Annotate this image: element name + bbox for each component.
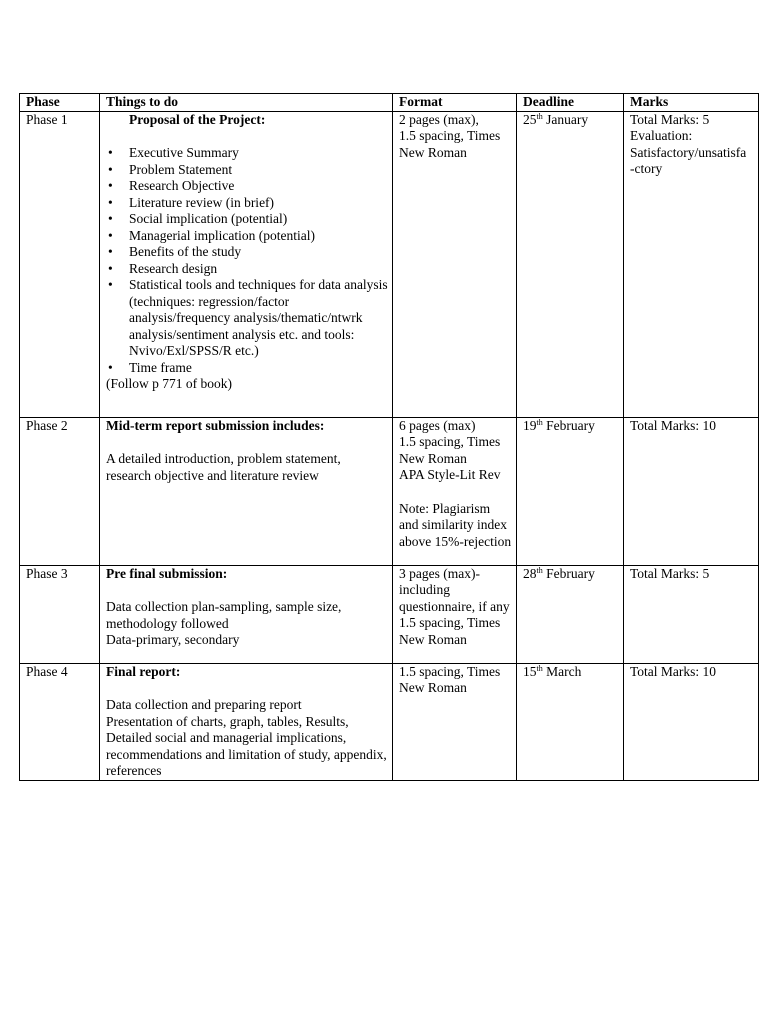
format-line: 6 pages (max) <box>399 417 476 433</box>
format-cell <box>393 565 517 663</box>
body-text: Data collection plan-sampling, sample size, methodology followed <box>106 599 342 631</box>
marks-cell <box>624 417 759 565</box>
phase-cell: Phase 3 <box>20 565 100 663</box>
bullet-list <box>106 145 388 376</box>
footer-note: (Follow p 771 of book) <box>106 376 232 391</box>
format-cell <box>393 111 517 417</box>
format-note: Note: Plagiarism and similarity index above 15%-rejection <box>399 500 512 549</box>
deadline-month: January <box>546 111 589 127</box>
list-item: • Statistical tools and techniques for data analysis (techniques: regression/factor analysis/frequency analysis/thematic/ntwrk analysis/sentiment analysis etc. and tools: Nvivo/Exl/SPSS/R etc.) <box>106 277 388 360</box>
table-row <box>20 111 759 417</box>
header-row <box>20 94 759 112</box>
body-text: Data-primary, secondary <box>106 632 240 647</box>
deadline-suffix: th <box>536 417 543 427</box>
marks-line: Evaluation: Satisfactory/unsatisfa -ctory <box>630 128 747 176</box>
list-item: • Literature review (in brief) <box>106 195 388 212</box>
list-item: • Research Objective <box>106 178 388 195</box>
deadline-day: 25 <box>523 111 537 127</box>
list-item: • Executive Summary <box>106 145 388 162</box>
marks-cell <box>624 663 759 780</box>
list-item: • Social implication (potential) <box>106 211 388 228</box>
deadline-cell <box>517 111 624 417</box>
format-line: 1.5 spacing, Times New Roman <box>399 615 501 647</box>
things-to-do-cell <box>100 111 393 417</box>
format-line: APA Style-Lit Rev <box>399 467 501 482</box>
section-title: Pre final submission: <box>106 565 228 581</box>
marks-cell <box>624 111 759 417</box>
format-cell <box>393 417 517 565</box>
deadline-month: February <box>546 417 595 433</box>
list-item: • Time frame <box>106 360 388 377</box>
format-line: 3 pages (max)-including questionnaire, if any <box>399 565 510 614</box>
format-line: 1.5 spacing, Times New Roman <box>399 434 501 466</box>
marks-line: Total Marks: 5 <box>630 565 710 581</box>
format-line: 1.5 spacing, Times New Roman <box>399 128 501 160</box>
things-to-do-cell <box>100 417 393 565</box>
list-item: • Problem Statement <box>106 162 388 179</box>
things-to-do-cell <box>100 663 393 780</box>
deadline-month: February <box>546 565 595 581</box>
table-row <box>20 565 759 663</box>
format-line: 2 pages (max), <box>399 111 479 127</box>
deadline-cell <box>517 565 624 663</box>
deadline-cell <box>517 663 624 780</box>
deadline-suffix: th <box>536 663 543 673</box>
project-schedule-table <box>19 93 759 781</box>
deadline-cell <box>517 417 624 565</box>
list-item: • Research design <box>106 261 388 278</box>
deadline-suffix: th <box>536 565 543 575</box>
marks-line: Total Marks: 10 <box>630 417 717 433</box>
deadline-day: 15 <box>523 663 537 679</box>
format-cell <box>393 663 517 780</box>
phase-cell: Phase 2 <box>20 417 100 565</box>
header-format: Format <box>393 94 517 112</box>
deadline-day: 28 <box>523 565 537 581</box>
phase-cell: Phase 4 <box>20 663 100 780</box>
table-row <box>20 417 759 565</box>
header-deadline: Deadline <box>517 94 624 112</box>
header-marks: Marks <box>624 94 759 112</box>
body-text: A detailed introduction, problem statement, research objective and literature review <box>106 451 341 483</box>
list-item: • Benefits of the study <box>106 244 388 261</box>
section-title: Mid-term report submission includes: <box>106 417 325 433</box>
marks-line: Total Marks: 5 <box>630 111 710 127</box>
body-text: Presentation of charts, graph, tables, Results, Detailed social and managerial implications, recommendations and limitation of study, appendix, references <box>106 713 387 778</box>
list-item: • Managerial implication (potential) <box>106 228 388 245</box>
marks-line: Total Marks: 10 <box>630 663 717 679</box>
table-row <box>20 663 759 780</box>
section-title: Final report: <box>106 663 181 679</box>
deadline-month: March <box>546 663 582 679</box>
things-to-do-cell <box>100 565 393 663</box>
body-text: Data collection and preparing report <box>106 697 302 712</box>
header-things-to-do: Things to do <box>100 94 393 112</box>
marks-cell <box>624 565 759 663</box>
section-title: Proposal of the Project: <box>129 111 266 127</box>
header-phase: Phase <box>20 94 100 112</box>
deadline-day: 19 <box>523 417 537 433</box>
phase-cell: Phase 1 <box>20 111 100 417</box>
format-line: 1.5 spacing, Times New Roman <box>399 663 501 695</box>
deadline-suffix: th <box>536 111 543 121</box>
